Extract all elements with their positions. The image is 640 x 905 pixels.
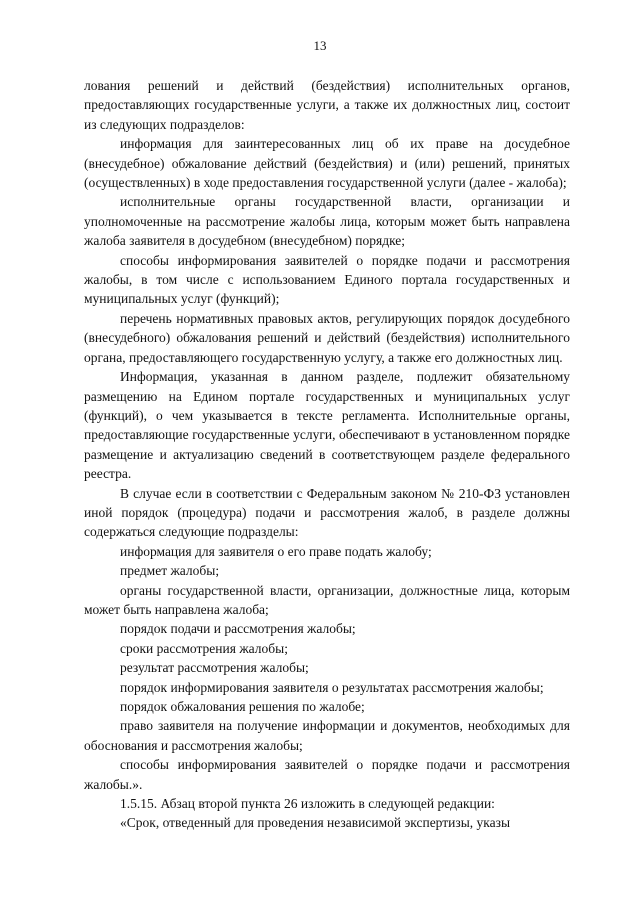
paragraph-portal-placement: Информация, указанная в данном разделе, подлежит обязательному размещению на Едином портале государственных и муниципальных услуг (функций), о чем указывается в тексте регламента. Исполнительные органы, предоставляющие государственные услуги, обеспечивают в установленном порядке размещение и актуализацию сведений в соответствующем разделе федерального реестра. (84, 369, 570, 482)
list-item-result: результат рассмотрения жалобы; (120, 660, 309, 676)
paragraph-authorities: исполнительные органы государственной власти, организации и уполномоченные на рассмотрение жалобы лица, которым может быть направлена жалоба заявителя в досудебном (внесудебном) порядке; (84, 194, 570, 249)
list-item-filing-order: порядок подачи и рассмотрения жалобы; (120, 621, 356, 637)
document-body (84, 76, 570, 833)
list-item-access-to-documents: право заявителя на получение информации и документов, необходимых для обоснования и рассмотрения жалобы; (84, 718, 570, 753)
paragraph-legal-acts: перечень нормативных правовых актов, регулирующих порядок досудебного (внесудебного) обжалования решений и действий (бездействия) исполнительного органа, предоставляющего государственную услугу, а также его должностных лиц. (84, 310, 570, 365)
paragraph-federal-law: В случае если в соответствии с Федеральным законом № 210-ФЗ установлен иной порядок (процедура) подачи и рассмотрения жалоб, в разделе должны содержаться следующие подразделы: (84, 485, 570, 540)
list-item-appeal: порядок обжалования решения по жалобе; (120, 699, 365, 714)
list-item-bodies: органы государственной власти, организации, должностные лица, которым может быть направлена жалоба; (84, 582, 570, 617)
paragraph-complaint-info: информация для заинтересованных лиц об их праве на досудебное (внесудебное) обжалование действий (бездействия) и (или) решений, принятых (осуществленных) в ходе предоставления государственной услуги (далее - жалоба); (84, 136, 570, 191)
paragraph-continuation: лования решений и действий (бездействия) исполнительных органов, предоставляющих государственные услуги, а также их должностных лиц, состоит из следующих подразделов: (84, 78, 570, 132)
paragraph-info-methods: способы информирования заявителей о порядке подачи и рассмотрения жалобы, в том числе с использованием Единого портала государственных и муниципальных услуг (функций); (84, 252, 570, 307)
list-item-subject: предмет жалобы; (120, 563, 220, 579)
list-item-terms: сроки рассмотрения жалобы; (120, 640, 288, 656)
paragraph-quoted-term: «Срок, отведенный для проведения независимой экспертизы, указы (120, 815, 511, 831)
paragraph-amendment: 1.5.15. Абзац второй пункта 26 изложить в следующей редакции: (120, 796, 495, 812)
list-item-info-methods: способы информирования заявителей о порядке подачи и рассмотрения жалобы.». (84, 757, 570, 792)
list-item-notification: порядок информирования заявителя о результатах рассмотрения жалобы; (120, 679, 544, 695)
list-item-right-to-complain: информация для заявителя о его праве подать жалобу; (120, 543, 432, 559)
page-number: 13 (313, 38, 327, 53)
